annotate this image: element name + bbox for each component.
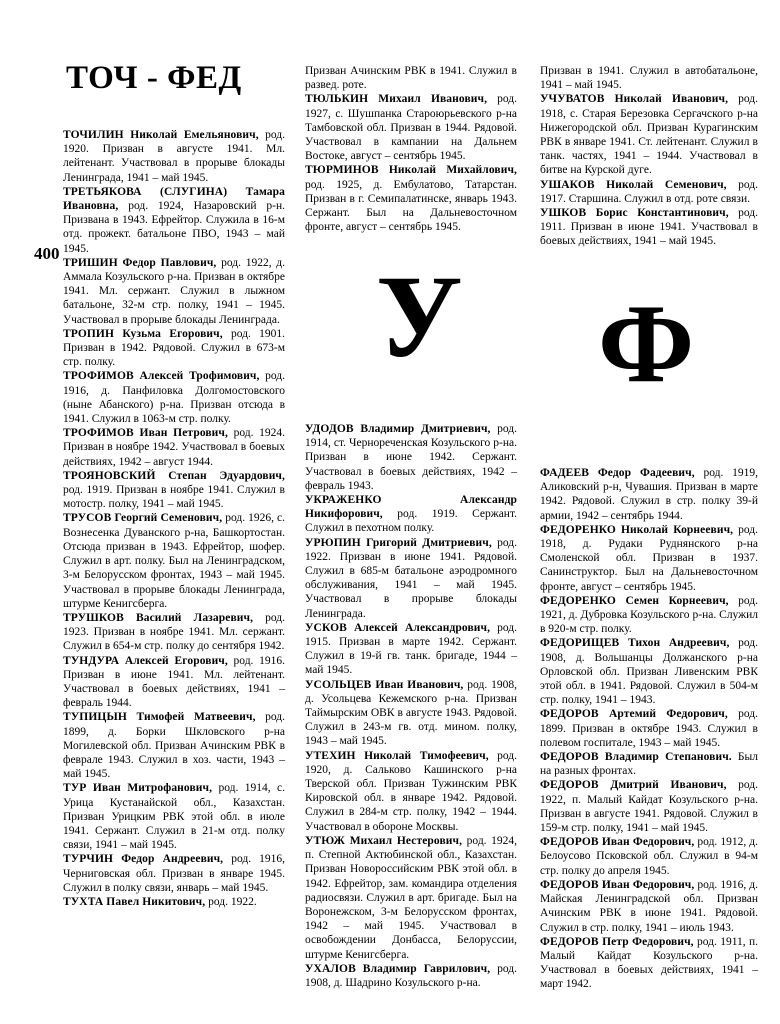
entry-text: род. 1919, Аликовский р-н, Чувашия. Призван в марте 1942. Рядовой. Служил в стр. полку 39-й армии, 1942 – сентябрь 1944. [540,467,758,522]
entry-name: УКРАЖЕНКО Александр Никифорович, [305,494,517,521]
column-middle-bottom [305,422,517,990]
entry-name: УШКОВ Борис Константинович, [540,207,729,220]
entry-text: род. 1923. Призван в ноябре 1941. Мл. сержант. Служил в 654-м стр. полку до сентября 1942. [63,611,285,653]
entry-text: род. 1922. [205,895,257,908]
entry-name: ТРОФИМОВ Алексей Трофимович, [63,370,260,383]
entry-text: род. 1924. Призван в ноябре 1942. Участвовал в боевых действиях, 1942 – август 1944. [63,427,285,468]
entry-text: род. 1914, ст. Чернореченская Козульского р-на. Призван в июне 1942. Сержант. Участвовал в боевых действиях, 1942 – февраль 1943. [305,423,517,492]
entry-text: род. 1926, с. Вознесенка Дуванского р-на, Башкортостан. Отсюда призван в 1943. Ефрейтор, шофер. Служил в арт. полку. Был на Ленинградском, 3-м Белорусском фронтах, 1943 – май 1945. Участвовал в прорыве блокады Ленинграда, штурме Кенигсберга. [63,512,286,610]
entry-text: род. 1927, с. Шушпанка Староюрьевского р-на Тамбовской обл. Призван в 1944. Рядовой. Участвовал в кампании на Дальнем Востоке, август – сентябрь 1945. [305,93,517,163]
page-number: 400 [34,244,60,263]
biography-entry [63,256,285,327]
entry-text: род. 1918, д. Рудаки Руднянского р-на Смоленской обл. Призван в 1937. Санинструктор. Был на Дальневосточном фронте, август – сентябрь 1945. [540,523,758,593]
entry-name: УСОЛЬЦЕВ Иван Иванович, [305,678,464,691]
biography-entry [63,895,285,909]
biography-entry [63,128,285,185]
entry-name: ФЕДОРИЩЕВ Тихон Андреевич, [540,637,730,650]
entry-name: ТЮЛЬКИН Михаил Иванович, [305,93,488,106]
entry-text: род. 1919. Сержант. Служил в пехотном полку. [305,508,517,535]
entry-text: род. 1901. Призван в 1942. Рядовой. Служил в 673-м стр. полку. [63,327,285,369]
biography-entry [63,511,285,610]
entry-text: род. 1908, д. Усольцева Кежемского р-на. Призван Таймырским ОВК в августе 1943. Рядовой. Служил в 243-м гв. отд. мином. полку, 1943 – май 1945. [305,678,517,748]
entry-text: род. 1919. Призван в ноябре 1941. Служил в мотостр. полку, 1941 – май 1945. [63,484,285,511]
entry-text: род. 1922, д. Аммала Козульского р-на. Призван в октябре 1941. Мл. сержант. Служил в лыжном батальоне, 32-м стр. полку, 1941 – 1945. Участвовал в прорыве блокады Ленинграда. [63,256,285,326]
entry-text: род. 1924, Назаровский р-н. Призвана в 1943. Ефрейтор. Служила в 16-м отд. прожект. батальоне ПВО, 1943 – май 1945. [63,200,285,255]
entry-text: род. 1917. Старшина. Служил в отд. роте связи. [540,178,758,205]
entry-text: род. 1908, д. Шадрино Козульского р-на. [305,962,517,989]
biography-entry [540,523,758,594]
biography-entry [63,369,285,426]
entry-text: род. 1916, д. Панфиловка Долгомостовского (ныне Абанского) р-на. Призван отсюда в 1941. Служил в 1063-м стр. полку. [63,370,285,426]
biography-entry [540,750,758,778]
entry-name: ТУР Иван Митрофанович, [63,782,213,795]
biography-entry [540,835,758,878]
column-right-top [540,64,758,249]
biography-entry [63,781,285,852]
entry-text: род. 1916, д. Майская Ленинградской обл. Призван Ачинским РВК в июне 1941. Рядовой. Служил в стр. полку, 1941 – июль 1943. [540,878,758,934]
biography-entry [305,678,517,749]
biography-entry [63,469,285,512]
entry-text: род. 1920, д. Сальково Кашинского р-на Тверской обл. Призван Тужинским РВК Кировской обл. в январе 1942. Рядовой. Служил в 284-м стр. полку, 1942 – 1944. Участвовал в обороне Москвы. [305,749,517,833]
entry-name: ТРОЯНОВСКИЙ Степан Эдуардович, [63,469,285,482]
entry-name: ФЕДОРОВ Дмитрий Иванович, [540,779,727,792]
section-letter-u: У [376,251,463,382]
biography-entry [63,327,285,370]
entry-name: ФЕДОРЕНКО Николай Корнеевич, [540,523,734,536]
column-left [63,128,285,909]
entry-text: Был на разных фронтах. [540,751,758,778]
biography-entry [540,935,758,992]
entry-name: ТРОПИН Кузьма Егорович, [63,327,223,340]
entry-name: УТЮЖ Михаил Нестерович, [305,834,463,847]
entry-text: род. 1922, п. Малый Кайдат Козульского р-на. Призван в августе 1941. Рядовой. Служил в 159-м стр. полку, 1941 – май 1945. [540,779,758,835]
biography-entry [540,707,758,750]
entry-text: род. 1924, п. Степной Актюбинской обл., Казахстан. Призван Новороссийским РВК этой обл. в 1942. Ефрейтор, зам. командира отделения радиосвязи. Служил в арт. бригаде. Был на Воронежском, 3-м Белорусском фронтах, 1942 – май 1945. Участвовал в освобождении Донбасса, Белоруссии, штурме Кенигсберга. [305,834,517,961]
entry-text: род. 1921, д. Дубровка Козульского р-на. Служил в 920-м стр. полку. [540,594,758,636]
entry-name: ТОЧИЛИН Николай Емельянович, [63,129,259,141]
entry-text: род. 1915. Призван в марте 1942. Сержант. Служил в 19-й гв. танк. бригаде, 1944 – май 1945. [305,621,517,677]
entry-name: ТУНДУРА Алексей Егорович, [63,654,228,667]
biography-entry [540,92,758,177]
entry-text: род. 1922. Призван в июне 1941. Рядовой. Служил в 685-м батальоне аэродромного обслуживания, 1941 – май 1945. Участвовал в прорыве блокады Ленинграда. [305,536,517,620]
entry-name: ТРОФИМОВ Иван Петрович, [63,427,228,440]
entry-text: род. 1914, с. Урица Кустанайской обл., Казахстан. Призван Урицким РВК этой обл. в июле 1941. Сержант. Служил в 21-м отд. полку связи, 1941 – май 1945. [63,782,285,852]
biography-entry [305,493,517,536]
entry-text: Призван в 1941. Служил в автобатальоне, 1941 – май 1945. [540,65,758,92]
entry-name: ФЕДОРОВ Владимир Степанович. [540,751,732,764]
entry-name: УРЮПИН Григорий Дмитриевич, [305,536,492,549]
biography-entry [305,92,517,163]
biography-entry [305,422,517,493]
entry-text: Призван Ачинским РВК в 1941. Служил в развед. роте. [305,65,517,92]
biography-entry [305,834,517,962]
entry-text: род. 1908, д. Вольшанцы Должанского р-на Орловской обл. Призван Ливенским РВК этой обл. в 1941. Рядовой. Служил в 504-м стр. полку, 1941 – 1943. [540,637,758,707]
entry-text: род. 1925, д. Ембулатово, Татарстан. Призван в г. Семипалатинске, январь 1943. Сержант. Был на Дальневосточном фронте, август – сентябрь 1945. [305,178,517,234]
biography-entry [305,64,517,92]
page-title: ТОЧ - ФЕД [66,60,242,96]
entry-text: род. 1899, д. Борки Шкловского р-на Могилевской обл. Призван Ачинским РВК в феврале 1943. Служил в хоз. части, 1943 – май 1945. [63,711,285,781]
entry-name: ТРЕТЬЯКОВА (СЛУГИНА) Тамара Ивановна, [63,185,285,213]
entry-name: ФЕДОРЕНКО Семен Корнеевич, [540,594,729,607]
entry-name: ФЕДОРОВ Артемий Федорович, [540,708,728,721]
entry-name: УДОДОВ Владимир Дмитриевич, [305,423,491,435]
entry-name: ТУРЧИН Федор Андреевич, [63,853,224,866]
biography-entry [540,878,758,935]
entry-text: род. 1916. Призван в июне 1941. Мл. лейтенант. Участвовал в боевых действиях, 1941 – февраль 1944. [63,654,285,710]
entry-text: род. 1920. Призван в августе 1941. Мл. лейтенант. Участвовал в прорыве блокады Ленинграда, 1941 – май 1945. [63,129,285,184]
entry-name: ТУПИЦЫН Тимофей Матвеевич, [63,711,256,724]
biography-entry [63,426,285,469]
biography-entry [540,178,758,206]
biography-entry [63,710,285,781]
entry-name: УШАКОВ Николай Семенович, [540,178,727,191]
biography-entry [540,466,758,523]
entry-name: ТРИШИН Федор Павлович, [63,256,217,269]
entry-name: ФАДЕЕВ Федор Фадеевич, [540,467,695,479]
biography-entry [540,64,758,92]
entry-name: ФЕДОРОВ Иван Федорович, [540,836,695,849]
entry-text: род. 1911. Призван в июне 1941. Участвовал в боевых действиях, 1941 – май 1945. [540,207,758,248]
biography-entry [305,536,517,621]
biography-entry [305,962,517,990]
entry-text: род. 1918, с. Старая Березовка Сергачского р-на Нижегородской обл. Призван Курагинским РВК в январе 1941. Ст. лейтенант. Служил в танк. частях, 1941 – 1944. Участвовал в битве на Курской дуге. [540,93,758,177]
biography-entry [63,185,285,256]
entry-name: ФЕДОРОВ Иван Федорович, [540,878,695,891]
biography-entry [305,163,517,234]
column-middle-top [305,64,517,234]
entry-name: ТЮРМИНОВ Николай Михайлович, [305,164,517,177]
entry-name: ТРУШКОВ Василий Лазаревич, [63,611,254,624]
entry-name: ФЕДОРОВ Петр Федорович, [540,935,694,948]
entry-name: УСКОВ Алексей Александрович, [305,621,491,634]
entry-text: род. 1899. Призван в октябре 1943. Служил в полевом госпитале, 1943 – май 1945. [540,708,758,749]
entry-text: род. 1912, д. Белоусово Псковской обл. Служил в 94-м стр. полку до апреля 1945. [540,836,758,877]
entry-name: УТЕХИН Николай Тимофеевич, [305,749,489,762]
biography-entry [540,778,758,835]
biography-entry [63,654,285,711]
biography-entry [305,749,517,834]
entry-text: род. 1916, Черниговская обл. Призван в январе 1945. Служил в полку связи, январь – май 1945. [63,853,285,894]
entry-name: УЧУВАТОВ Николай Иванович, [540,93,729,106]
biography-entry [63,852,285,895]
biography-entry [305,621,517,678]
biography-entry [540,636,758,707]
biography-entry [540,206,758,249]
entry-text: род. 1911, п. Малый Кайдат Козульского р-на. Участвовал в боевых действиях, 1941 – март 1942. [540,935,759,991]
biography-entry [540,594,758,637]
section-letter-f: Ф [598,282,695,406]
entry-name: УХАЛОВ Владимир Гаврилович, [305,962,491,975]
biography-entry [63,611,285,654]
entry-name: ТУХТА Павел Никитович, [63,895,206,908]
column-right-bottom [540,466,758,992]
entry-name: ТРУСОВ Георгий Семенович, [63,512,223,525]
